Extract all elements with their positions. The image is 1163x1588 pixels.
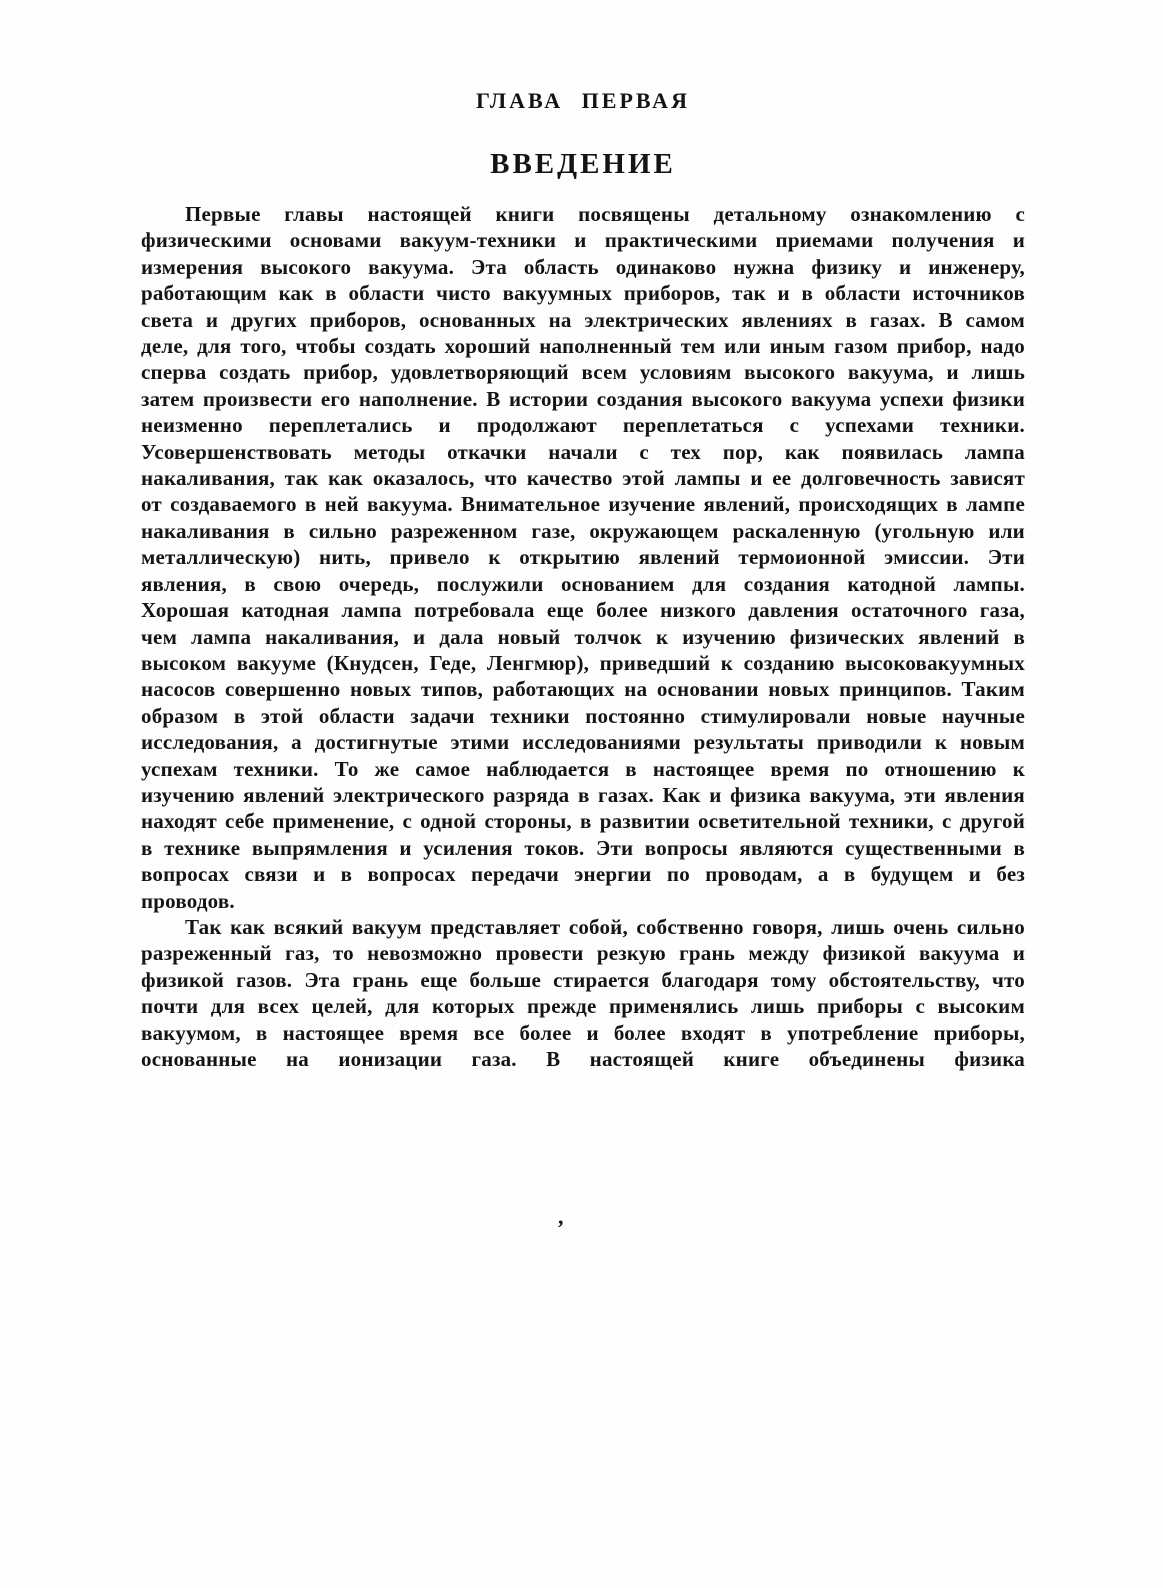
chapter-header: ГЛАВА ПЕРВАЯ — [476, 88, 690, 113]
body-text — [141, 201, 1025, 1072]
footer-mark: , — [558, 1204, 564, 1229]
paragraph: Первые главы настоящей книги посвящены детальному ознакомлению с физическими основами вакуум-техники и практическими приемами получения и измерения высокого вакуума. Эта область одинаково нужна физику и инженеру, работающим как в области чисто вакуумных приборов, так и в области источников света и других приборов, основанных на электрических явлениях в газах. В самом деле, для того, чтобы создать хороший наполненный тем или иным газом прибор, надо сперва создать прибор, удовлетворяющий всем условиям высокого вакуума, и лишь затем произвести его наполнение. В истории создания высокого вакуума успехи физики неизменно переплетались и продолжают переплетаться с успехами техники. Усовершенствовать методы откачки начали с тех пор, как появилась лампа накаливания, так как оказалось, что качество этой лампы и ее долговечность зависят от создаваемого в ней вакуума. Внимательное изучение явлений, происходящих в лампе накаливания в сильно разреженном газе, окружающем раскаленную (угольную или металлическую) нить, привело к открытию явлений термоионной эмиссии. Эти явления, в свою очередь, послужили основанием для создания катодной лампы. Хорошая катодная лампа потребовала еще более низкого давления остаточного газа, чем лампа накаливания, и дала новый толчок к изучению физических явлений в высоком вакууме (Кнудсен, Геде, Ленгмюр), приведший к созданию высоковакуумных насосов совершенно новых типов, работающих на основании новых принципов. Таким образом в этой области задачи техники постоянно стимулировали новые научные исследования, а достигнутые этими исследованиями результаты приводили к новым успехам техники. То же самое наблюдается в настоящее время по отношению к изучению явлений электрического разряда в газах. Как и физика вакуума, эти явления находят себе применение, с одной стороны, в развитии осветительной техники, с другой в технике выпрямления и усиления токов. Эти вопросы являются существенными в вопросах связи и в вопросах передачи энергии по проводам, а в будущем и без проводов. — [141, 202, 1025, 913]
text-block — [141, 88, 1025, 1072]
paragraph: Так как всякий вакуум представляет собой, собственно говоря, лишь очень сильно разреженный газ, то невозможно провести резкую грань между физикой вакуума и физикой газов. Эта грань еще больше стирается благодаря тому обстоятельству, что почти для всех целей, для которых прежде применялись лишь приборы с высоким вакуумом, в настоящее время все более и более входят в употребление приборы, основанные на ионизации газа. В настоящей книге объединены физика — [141, 914, 1025, 1071]
page-title: ВВЕДЕНИЕ — [490, 148, 676, 180]
